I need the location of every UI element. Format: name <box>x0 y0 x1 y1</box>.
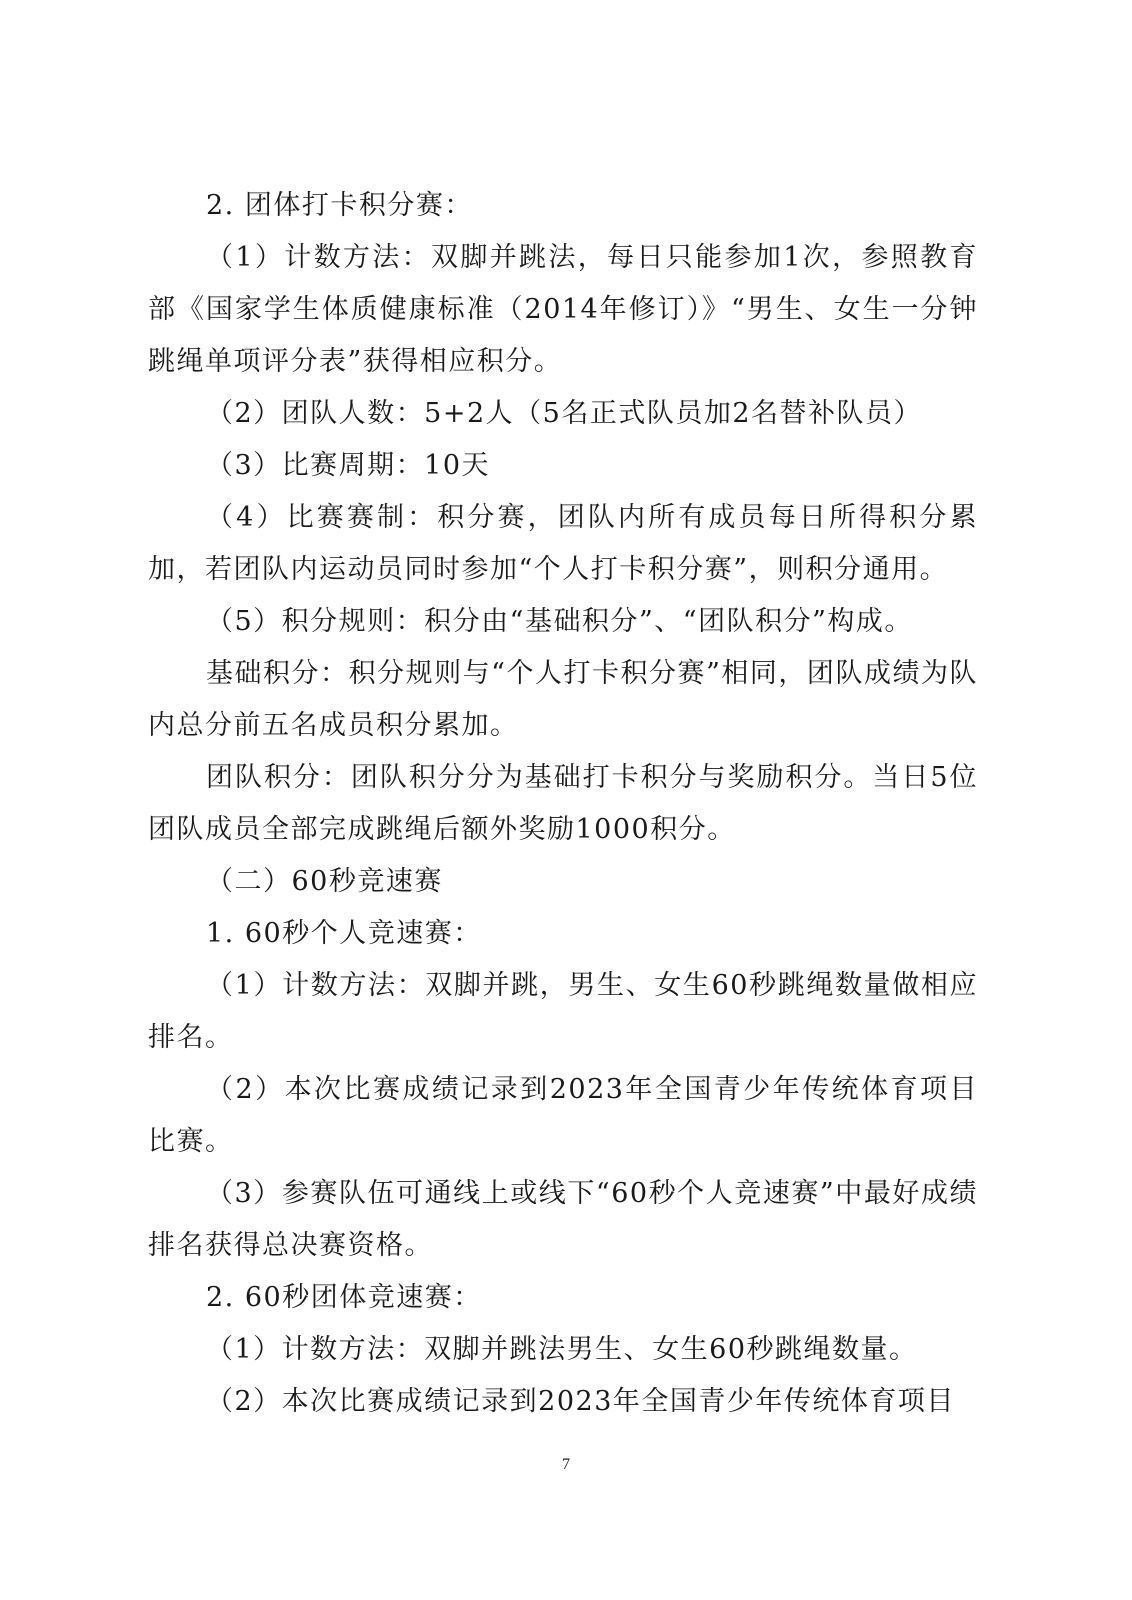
paragraph-heading-60s-team: 2. 60秒团体竞速赛： <box>206 1282 482 1313</box>
paragraph-heading-60s-individual: 1. 60秒个人竞速赛： <box>206 918 482 949</box>
paragraph-counting-method: （1）计数方法：双脚并跳法，每日只能参加1次，参照教育部《国家学生体质健康标准（2014年修订）》“男生、女生一分钟跳绳单项评分表”获得相应积分。 <box>148 242 978 377</box>
paragraph-base-points: 基础积分：积分规则与“个人打卡积分赛”相同，团队成绩为队内总分前五名成员积分累加。 <box>148 658 978 741</box>
paragraph-scoring-rules: （5）积分规则：积分由“基础积分”、“团队积分”构成。 <box>206 606 913 637</box>
paragraph-team-points: 团队积分：团队积分分为基础打卡积分与奖励积分。当日5位团队成员全部完成跳绳后额外奖励1000积分。 <box>148 762 978 845</box>
body-text <box>148 180 978 1428</box>
paragraph-individual-counting: （1）计数方法：双脚并跳，男生、女生60秒跳绳数量做相应排名。 <box>148 970 978 1053</box>
page-number: 7 <box>562 1456 570 1473</box>
paragraph-team-counting: （1）计数方法：双脚并跳法男生、女生60秒跳绳数量。 <box>206 1334 918 1365</box>
paragraph-competition-format: （4）比赛赛制：积分赛，团队内所有成员每日所得积分累加，若团队内运动员同时参加“个人打卡积分赛”，则积分通用。 <box>148 502 978 585</box>
paragraph-team-size: （2）团队人数：5+2人（5名正式队员加2名替补队员） <box>206 398 923 429</box>
paragraph-finals-qualification: （3）参赛队伍可通线上或线下“60秒个人竞速赛”中最好成绩排名获得总决赛资格。 <box>148 1178 978 1261</box>
paragraph-team-record: （2）本次比赛成绩记录到2023年全国青少年传统体育项目 <box>206 1386 955 1417</box>
paragraph-section-60s-speed: （二）60秒竞速赛 <box>206 866 443 897</box>
paragraph-individual-record: （2）本次比赛成绩记录到2023年全国青少年传统体育项目比赛。 <box>148 1074 978 1157</box>
paragraph-heading-team-checkin: 2. 团体打卡积分赛： <box>206 190 473 221</box>
paragraph-competition-period: （3）比赛周期：10天 <box>206 450 491 481</box>
